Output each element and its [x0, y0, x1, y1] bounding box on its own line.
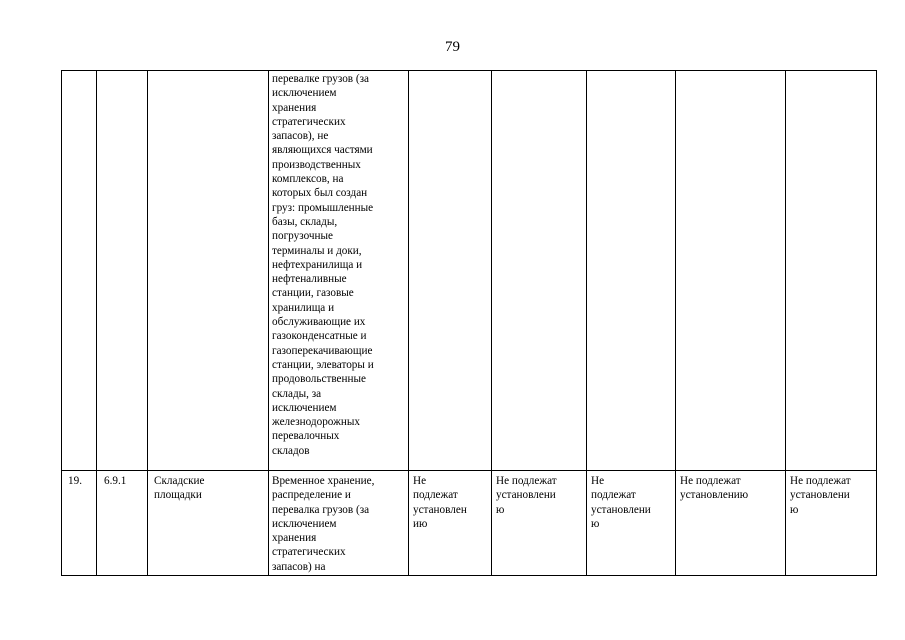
table-cell-r2-c9: Не подлежат установлени ю	[790, 475, 851, 516]
table-cell-r1-c4: перевалке грузов (за исключением хранения стратегических запасов), не являющихся частями производственных комплексов, на которых был создан груз: промышленные базы, склады, погрузочные терминалы и доки, нефтехранилища и нефтеналивные станции, газовые хранилища и обслуживающие их газоконденсатные и газоперекачивающие станции, элеваторы и продовольственные склады, за исключением железнодорожных перевалочных складов	[272, 73, 374, 457]
page-number: 79	[445, 39, 460, 55]
table-cell-r2-c7: Не подлежат установлени ю	[591, 475, 651, 530]
table-cell-r2-c5: Не подлежат установлен ию	[413, 475, 467, 530]
table-cell-r2-c4: Временное хранение, распределение и перевалка грузов (за исключением хранения стратегических запасов) на	[272, 475, 375, 573]
table-cell-r2-c6: Не подлежат установлени ю	[496, 475, 557, 516]
table-cell-r2-c1: 19.	[68, 475, 82, 487]
table-cell-r2-c3: Складские площадки	[154, 475, 205, 502]
table-cell-r2-c2: 6.9.1	[104, 475, 127, 487]
table-cell-r2-c8: Не подлежат установлению	[680, 475, 749, 502]
